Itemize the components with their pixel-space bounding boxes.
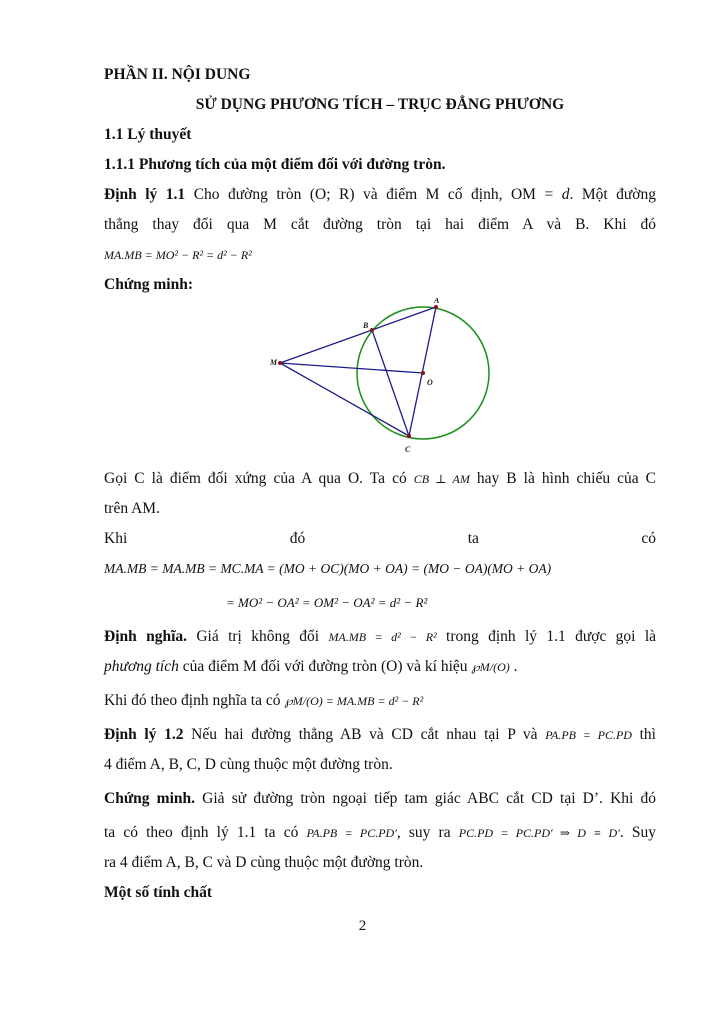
proof-2-text-c: , suy ra — [396, 824, 459, 841]
theorem-1-2-line2: 4 điểm A, B, C, D cùng thuộc một đường tròn. — [104, 756, 393, 773]
definition-line3 — [104, 688, 656, 714]
formula-constant: MA.MB = d² − R² — [328, 630, 437, 644]
label-a: A — [434, 298, 440, 305]
theorem-1-1-formula — [104, 242, 656, 268]
term-phuong-tich: phương tích — [104, 658, 179, 675]
theorem-1-2-line1 — [104, 722, 656, 748]
proof-1-text-b: hay B là hình chiếu của C — [469, 470, 657, 487]
theorem-1-2-text-a: Nếu hai đường thẳng AB và CD cắt nhau tại P và — [183, 726, 546, 743]
formula-result: = MO² − OA² = OM² − OA² = d² − R² — [226, 595, 428, 610]
word-ta: ta — [467, 530, 479, 547]
proof-1-khi-line — [104, 526, 656, 552]
proof-2-line3: ra 4 điểm A, B, C và D cùng thuộc một đường tròn. — [104, 854, 424, 871]
proof-1-equation-1 — [104, 556, 656, 582]
theorem-1-1-label: Định lý 1.1 — [104, 186, 186, 203]
segment-ma — [280, 307, 436, 363]
proof-2-text-d: . Suy — [619, 824, 657, 841]
symbol-power: ℘M/(O) — [471, 660, 510, 674]
definition-line2 — [104, 654, 656, 680]
formula-power-definition: ℘M/(O) = MA.MB = d² − R² — [284, 694, 424, 708]
theorem-1-1-line2: thẳng thay đổi qua M cắt đường tròn tại hai điểm A và B. Khi đó — [104, 216, 656, 233]
page-number: 2 — [358, 918, 367, 934]
properties-heading: Một số tính chất — [104, 884, 213, 901]
proof-2-text-b: ta có theo định lý 1.1 ta có — [104, 824, 307, 841]
formula-pa-pb: PA.PB = PC.PD — [545, 728, 632, 742]
formula-pd-prime: PA.PB = PC.PD′ — [306, 826, 397, 840]
proof-1-line2: trên AM. — [104, 500, 160, 517]
proof-1-equation-2 — [104, 590, 656, 616]
theorem-1-1-text-b: . Một đường — [569, 186, 656, 203]
definition-text-b: trong định lý 1.1 được gọi là — [436, 628, 656, 645]
label-m: M — [270, 358, 278, 367]
part-heading: PHẦN II. NỘI DUNG — [104, 66, 251, 83]
proof-2-text-a: Giả sử đường tròn ngoại tiếp tam giác ABC cắt CD tại D’. Khi đó — [195, 790, 656, 807]
formula-d-equiv: PC.PD = PC.PD′ ⇒ D ≡ D′ — [458, 826, 620, 840]
formula-vector-expansion: MA.MB = MA.MB = MC.MA = (MO + OC)(MO + OA) = (MO − OA)(MO + OA) — [104, 561, 552, 576]
theorem-1-2-text-b: thì — [631, 726, 656, 743]
word-co: có — [641, 530, 656, 547]
definition-text-c: của điểm M đối với đường tròn (O) và kí hiệu — [178, 658, 472, 675]
segment-mo — [280, 363, 423, 373]
point-b — [370, 328, 374, 332]
point-m — [278, 361, 282, 365]
proof-1-text-a: Gọi C là điểm đối xứng của A qua O. Ta có — [104, 470, 414, 487]
definition-end: . — [509, 658, 518, 675]
theorem-1-2-label: Định lý 1.2 — [104, 726, 184, 743]
document-title: SỬ DỤNG PHƯƠNG TÍCH – TRỤC ĐẲNG PHƯƠNG — [195, 96, 565, 113]
theorem-1-1-text-a: Cho đường tròn (O; R) và điểm M cố định, OM = — [185, 186, 562, 203]
proof-1-label: Chứng minh: — [104, 276, 193, 293]
point-c — [407, 434, 411, 438]
definition-line1 — [104, 624, 656, 650]
section-1-1-1: 1.1.1 Phương tích của một điểm đối với đường tròn. — [104, 156, 446, 173]
section-1-1: 1.1 Lý thuyết — [104, 126, 192, 143]
definition-label: Định nghĩa. — [104, 628, 188, 645]
label-c: C — [405, 445, 411, 454]
definition-text-d: Khi đó theo định nghĩa ta có — [104, 692, 285, 709]
formula-cb-perp-am: CB ⊥ AM — [413, 472, 470, 486]
label-b: B — [363, 321, 369, 330]
segment-mc — [280, 363, 409, 436]
document-page — [104, 62, 656, 906]
theorem-1-1-d: d — [561, 186, 570, 203]
proof-2-line2 — [104, 820, 656, 846]
point-o — [421, 371, 425, 375]
proof-2-label: Chứng minh. — [104, 790, 195, 807]
word-do: đó — [289, 530, 306, 547]
word-khi: Khi — [104, 530, 128, 547]
formula-power: MA.MB = MO² − R² = d² − R² — [104, 248, 252, 262]
proof-2-line1 — [104, 786, 656, 812]
point-a — [434, 305, 438, 309]
geometry-figure — [104, 298, 656, 458]
label-o: O — [427, 378, 433, 387]
proof-1-line1 — [104, 466, 656, 492]
definition-text-a: Giá trị không đổi — [187, 628, 329, 645]
theorem-1-1-line1 — [104, 182, 656, 208]
